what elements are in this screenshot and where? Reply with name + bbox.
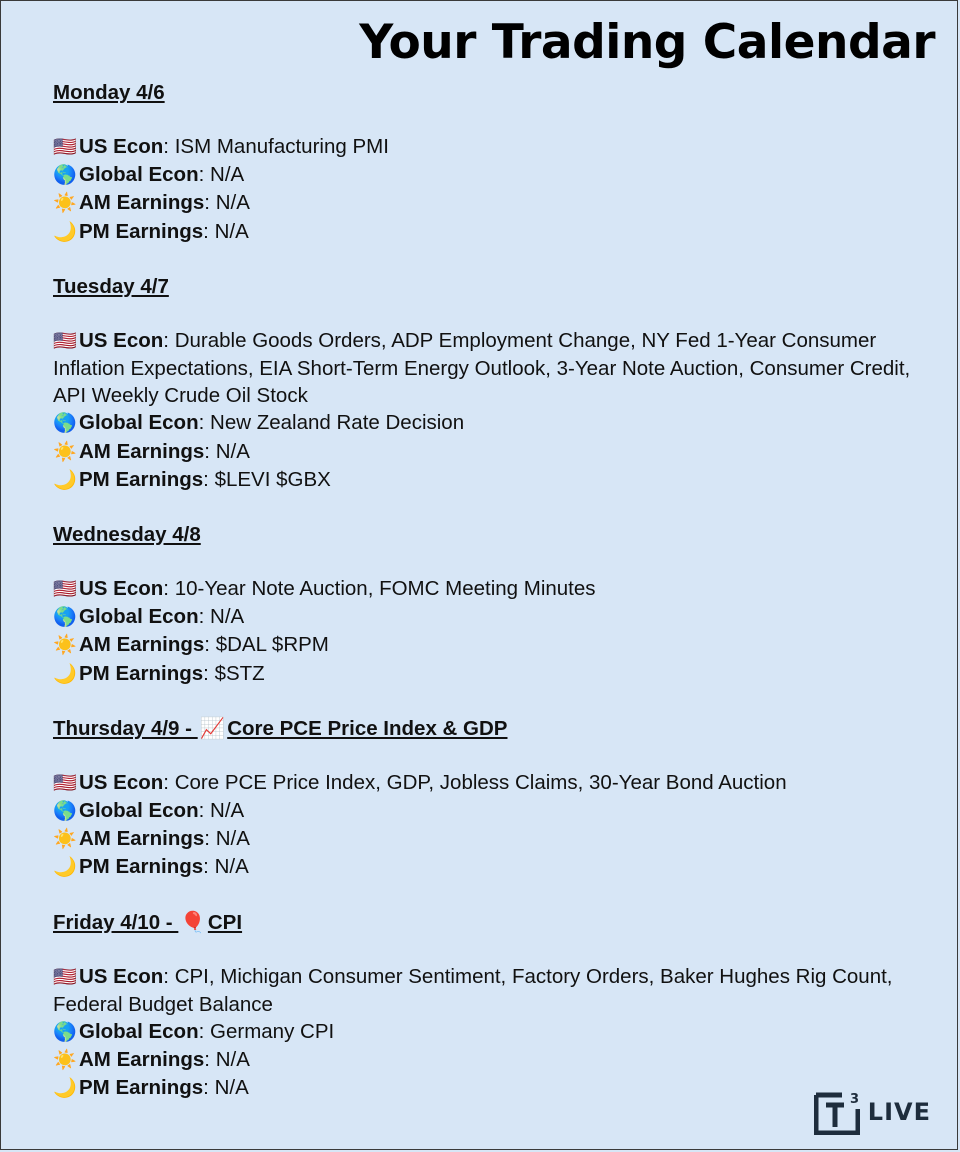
sun-icon: ☀️: [53, 441, 77, 463]
pm-earnings-line: 🌙 PM Earnings: $LEVI $GBX: [53, 466, 933, 494]
global-econ-line: 🌎 Global Econ: New Zealand Rate Decision: [53, 409, 933, 437]
t3-live-logo: [814, 1089, 931, 1135]
day-section: [53, 273, 933, 494]
us-econ-line: 🇺🇸 US Econ: Durable Goods Orders, ADP Employment Change, NY Fed 1-Year Consumer Inflation Expectations, EIA Short-Term Energy Outlook, 3-Year Note Auction, Consumer Credit, API Weekly Crude Oil Stock: [53, 328, 911, 408]
pm-earnings-line: 🌙 PM Earnings: N/A: [53, 1074, 933, 1102]
day-section: [53, 79, 933, 246]
day-header: Tuesday 4/7: [53, 274, 169, 298]
globe-icon: 🌎: [53, 607, 77, 629]
day-header: Thursday 4/9 - 📈Core PCE Price Index & GDP: [53, 716, 508, 740]
page-title: Your Trading Calendar: [359, 15, 935, 70]
day-header: Friday 4/10 - 🎈CPI: [53, 910, 243, 934]
pm-earnings-line: 🌙 PM Earnings: $STZ: [53, 660, 933, 688]
logo-text: LIVE: [867, 1098, 931, 1126]
calendar-content: [53, 79, 933, 1103]
am-earnings-line: ☀️ AM Earnings: N/A: [53, 189, 933, 217]
day-header: Monday 4/6: [53, 81, 165, 104]
chart-up-icon: 📈: [199, 716, 226, 740]
logo-superscript: 3: [849, 1092, 859, 1107]
day-header: Wednesday 4/8: [53, 523, 201, 547]
sun-icon: ☀️: [53, 1050, 77, 1072]
t3-logo-icon: [814, 1089, 860, 1135]
us-econ-line: 🇺🇸 US Econ: ISM Manufacturing PMI: [53, 133, 933, 161]
moon-icon: 🌙: [53, 221, 77, 243]
us-econ-line: 🇺🇸 US Econ: 10-Year Note Auction, FOMC Meeting Minutes: [53, 575, 933, 603]
sun-icon: ☀️: [53, 829, 77, 851]
us-econ-line: 🇺🇸 US Econ: Core PCE Price Index, GDP, Jobless Claims, 30-Year Bond Auction: [53, 769, 933, 797]
moon-icon: 🌙: [53, 663, 77, 685]
am-earnings-line: ☀️ AM Earnings: N/A: [53, 438, 933, 466]
sun-icon: ☀️: [53, 635, 77, 657]
global-econ-line: 🌎 Global Econ: N/A: [53, 603, 933, 631]
sun-icon: ☀️: [53, 193, 77, 215]
am-earnings-line: ☀️ AM Earnings: N/A: [53, 1046, 933, 1074]
globe-icon: 🌎: [53, 801, 77, 823]
us-flag-icon: 🇺🇸: [53, 966, 77, 988]
globe-icon: 🌎: [53, 1022, 77, 1044]
moon-icon: 🌙: [53, 857, 77, 879]
global-econ-line: 🌎 Global Econ: N/A: [53, 161, 933, 189]
us-econ-line: 🇺🇸 US Econ: CPI, Michigan Consumer Sentiment, Factory Orders, Baker Hughes Rig Count, Federal Budget Balance: [53, 964, 893, 1016]
am-earnings-line: ☀️ AM Earnings: N/A: [53, 825, 933, 853]
am-earnings-line: ☀️ AM Earnings: $DAL $RPM: [53, 631, 933, 659]
us-flag-icon: 🇺🇸: [53, 772, 77, 794]
us-flag-icon: 🇺🇸: [53, 579, 77, 601]
global-econ-line: 🌎 Global Econ: N/A: [53, 797, 933, 825]
moon-icon: 🌙: [53, 1078, 77, 1100]
globe-icon: 🌎: [53, 413, 77, 435]
pm-earnings-line: 🌙 PM Earnings: N/A: [53, 853, 933, 881]
us-flag-icon: 🇺🇸: [53, 137, 77, 158]
global-econ-line: 🌎 Global Econ: Germany CPI: [53, 1018, 933, 1046]
day-section: [53, 715, 933, 882]
us-flag-icon: 🇺🇸: [53, 330, 77, 352]
globe-icon: 🌎: [53, 165, 77, 187]
day-section: [53, 909, 933, 1103]
moon-icon: 🌙: [53, 469, 77, 491]
balloon-icon: 🎈: [180, 910, 206, 934]
day-section: [53, 521, 933, 688]
pm-earnings-line: 🌙 PM Earnings: N/A: [53, 218, 933, 246]
